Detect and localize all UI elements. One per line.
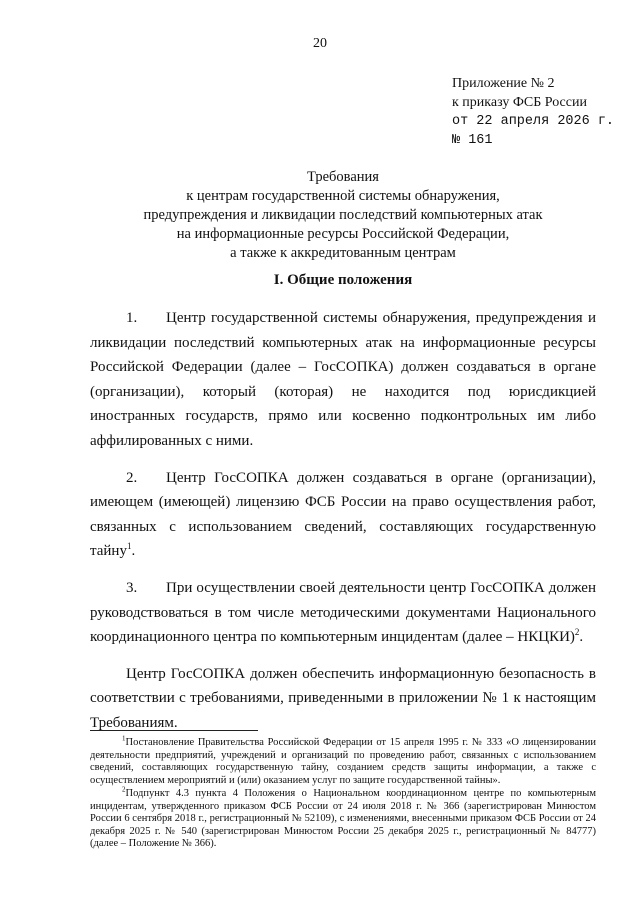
document-title-line: а также к аккредитованным центрам [230,245,456,261]
paragraph-2 [90,466,596,564]
paragraph-number: 1. [126,310,138,326]
footnote-ref: 2 [574,627,580,638]
page-number: 20 [313,36,327,51]
footnote-number: 1 [122,734,126,743]
footnote-1 [90,734,596,787]
footnote-separator [90,730,258,731]
appendix-number: № 161 [452,133,493,148]
paragraph-3 [90,576,596,650]
document-title-line: Требования [307,169,379,185]
paragraph-end: . [579,629,584,646]
document-title-line: на информационные ресурсы Российской Федерации, [176,226,510,242]
appendix-order-ref: к приказу ФСБ России [452,95,587,110]
appendix-title: Приложение № 2 [452,76,555,91]
document-title [90,168,596,263]
paragraph-text: При осуществлении своей деятельности центр ГосСОПКА должен руководствоваться в том числе методическими документами Национального координационного центра по компьютерным инцидентам (далее – НКЦКИ) [90,579,596,646]
paragraph-text: Центр ГосСОПКА должен обеспечить информационную безопасность в соответствии с требованиями, приведенными в приложении № 1 к настоящим Требованиям. [90,665,596,731]
paragraph-4 [90,662,596,736]
document-body [90,306,596,748]
footnote-text: Постановление Правительства Российской Федерации от 15 апреля 1995 г. № 333 «О лицензировании деятельности предприятий, учреждений и организаций по проведению работ, связанных с использованием сведений, составляющих государственную тайну, созданием средств защиты информации, а также с осуществлением мероприятий и (или) оказанием услуг по защите государственной тайны». [90,737,596,786]
footnote-text: Подпункт 4.3 пункта 4 Положения о Национальном координационном центре по компьютерным инцидентам, утвержденного приказом ФСБ России от 24 июля 2018 г. № 366 (зарегистрирован Минюстом России 6 сентября 2018 г., регистрационный № 52109), с изменениями, внесенными приказом ФСБ России от 24 декабря 2025 г. № 540 (зарегистрирован Минюстом России 25 декабря 2025 г., регистрационный № 84777) (далее – Положение № 366). [90,788,596,849]
footnote-ref: 1 [126,541,132,552]
appendix-header [452,74,632,150]
section-title: I. Общие положения [273,272,413,288]
paragraph-text: Центр ГосСОПКА должен создаваться в органе (организации), имеющем (имеющей) лицензию ФСБ России на право осуществления работ, связанных с использованием сведений, составляющих государственную тайну [90,469,596,560]
document-title-line: предупреждения и ликвидации последствий компьютерных атак [143,207,543,223]
paragraph-1 [90,306,596,454]
footnote-number: 2 [122,785,126,794]
appendix-date: от 22 апреля 2026 г. [452,114,615,129]
paragraph-number: 3. [126,579,138,596]
paragraph-number: 2. [126,469,138,486]
paragraph-text: Центр государственной системы обнаружения, предупреждения и ликвидации последствий компьютерных атак на информационные ресурсы Российской Федерации (далее – ГосСОПКА) должен создаваться в органе (организации), который (которая) не находится под юрисдикцией иностранных государств, прямо или косвенно подконтрольных им либо аффилированных с ними. [90,310,596,449]
footnotes [90,734,596,852]
document-title-line: к центрам государственной системы обнаружения, [186,188,500,204]
footnote-2 [90,785,596,851]
paragraph-end: . [131,543,136,560]
